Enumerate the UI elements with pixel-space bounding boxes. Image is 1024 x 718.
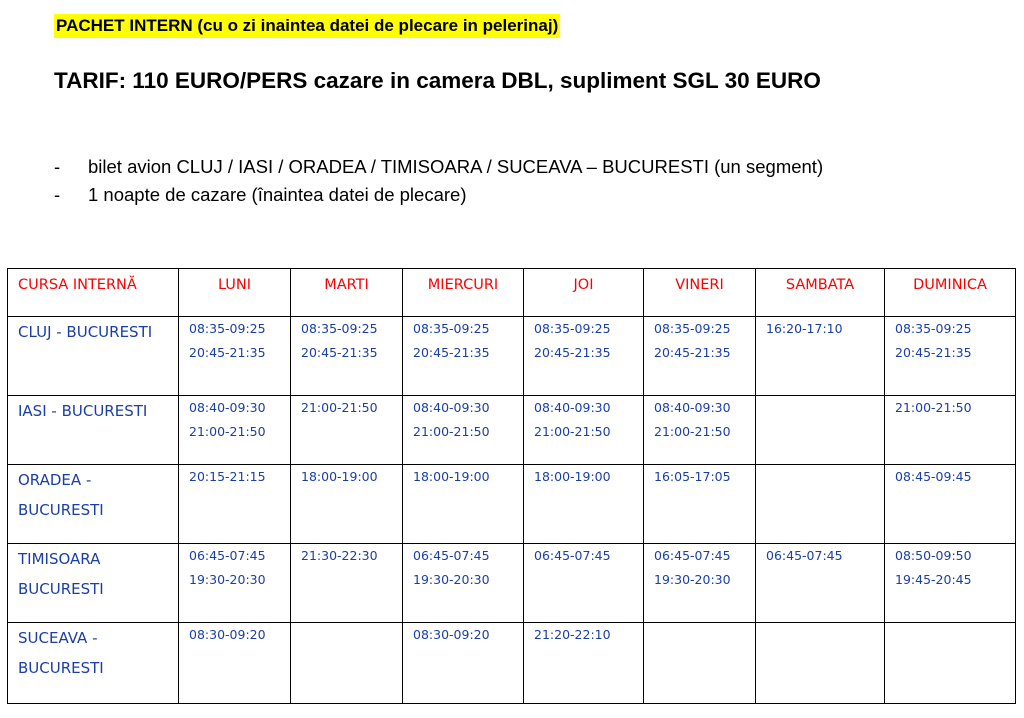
tariff-heading: TARIF: 110 EURO/PERS cazare in camera DBL, supliment SGL 30 EURO: [54, 68, 821, 93]
flight-time: 21:00-21:50: [654, 424, 731, 439]
schedule-cell: [403, 544, 524, 623]
flight-time: 08:30-09:20: [189, 627, 266, 642]
schedule-cell: [644, 317, 756, 396]
package-title: PACHET INTERN (cu o zi inaintea datei de plecare in pelerinaj): [54, 14, 560, 38]
schedule-cell: [403, 465, 524, 544]
schedule-cell: [756, 317, 885, 396]
schedule-cell: [644, 465, 756, 544]
schedule-cell: [179, 396, 291, 465]
flight-time: 18:00-19:00: [413, 469, 490, 484]
route-cell: CLUJ - BUCURESTI: [8, 317, 179, 396]
column-header-vineri: VINERI: [644, 269, 756, 317]
flight-time: 06:45-07:45: [654, 548, 731, 563]
route-cell: IASI - BUCURESTI: [8, 396, 179, 465]
flight-time: 20:45-21:35: [895, 345, 972, 360]
list-item: [54, 153, 954, 181]
schedule-cell: [524, 623, 644, 704]
schedule-cell: [756, 396, 885, 465]
flight-time: 08:35-09:25: [413, 321, 490, 336]
flight-time: 08:30-09:20: [413, 627, 490, 642]
flight-time: 08:40-09:30: [654, 400, 731, 415]
schedule-cell: [403, 396, 524, 465]
schedule-cell: [644, 623, 756, 704]
schedule-cell: [179, 317, 291, 396]
flight-time: 18:00-19:00: [301, 469, 378, 484]
column-header-route: CURSA INTERNĂ: [8, 269, 179, 317]
table-row: [8, 396, 1016, 465]
list-item: [54, 181, 954, 209]
flight-time: 21:20-22:10: [534, 627, 611, 642]
column-header-miercuri: MIERCURI: [403, 269, 524, 317]
schedule-cell: [644, 544, 756, 623]
table-row: [8, 544, 1016, 623]
schedule-cell: [885, 544, 1016, 623]
list-item-text: bilet avion CLUJ / IASI / ORADEA / TIMISOARA / SUCEAVA – BUCURESTI (un segment): [88, 156, 824, 177]
flight-time: 08:35-09:25: [301, 321, 378, 336]
schedule-cell: [644, 396, 756, 465]
schedule-cell: [291, 465, 403, 544]
flight-time: 08:35-09:25: [534, 321, 611, 336]
table-row: [8, 317, 1016, 396]
flight-time: 08:40-09:30: [413, 400, 490, 415]
flight-time: 08:50-09:50: [895, 548, 972, 563]
flight-time: 06:45-07:45: [189, 548, 266, 563]
flight-time: 19:45-20:45: [895, 572, 972, 587]
flight-time: 20:45-21:35: [534, 345, 611, 360]
route-cell: SUCEAVA - BUCURESTI: [8, 623, 179, 704]
flight-time: 20:45-21:35: [189, 345, 266, 360]
schedule-cell: [756, 465, 885, 544]
flight-time: 20:45-21:35: [654, 345, 731, 360]
flight-time: 20:15-21:15: [189, 469, 266, 484]
column-header-marti: MARTI: [291, 269, 403, 317]
flight-time: 06:45-07:45: [413, 548, 490, 563]
schedule-cell: [291, 623, 403, 704]
column-header-sambata: SAMBATA: [756, 269, 885, 317]
table-row: [8, 623, 1016, 704]
flight-time: 18:00-19:00: [534, 469, 611, 484]
schedule-cell: [403, 317, 524, 396]
flight-time: 21:00-21:50: [301, 400, 378, 415]
bullet-dash: -: [54, 184, 61, 205]
flight-time: 06:45-07:45: [534, 548, 611, 563]
schedule-cell: [885, 396, 1016, 465]
schedule-cell: [524, 465, 644, 544]
flight-time: 21:00-21:50: [534, 424, 611, 439]
schedule-cell: [756, 623, 885, 704]
flight-time: 21:30-22:30: [301, 548, 378, 563]
flight-time: 21:00-21:50: [895, 400, 972, 415]
flight-time: 20:45-21:35: [301, 345, 378, 360]
schedule-cell: [179, 623, 291, 704]
route-cell: TIMISOARA BUCURESTI: [8, 544, 179, 623]
flight-time: 20:45-21:35: [413, 345, 490, 360]
schedule-cell: [291, 544, 403, 623]
schedule-cell: [524, 544, 644, 623]
included-services-list: [54, 153, 954, 209]
column-header-duminica: DUMINICA: [885, 269, 1016, 317]
schedule-cell: [524, 396, 644, 465]
column-header-luni: LUNI: [179, 269, 291, 317]
flight-time: 16:05-17:05: [654, 469, 731, 484]
table-header-row: [8, 269, 1016, 317]
column-header-joi: JOI: [524, 269, 644, 317]
schedule-cell: [756, 544, 885, 623]
flight-time: 21:00-21:50: [189, 424, 266, 439]
schedule-cell: [291, 317, 403, 396]
list-item-text: 1 noapte de cazare (înaintea datei de plecare): [88, 184, 467, 205]
schedule-cell: [885, 465, 1016, 544]
flight-time: 19:30-20:30: [654, 572, 731, 587]
flight-schedule-table: [7, 268, 1016, 704]
flight-time: 21:00-21:50: [413, 424, 490, 439]
table-row: [8, 465, 1016, 544]
route-cell: ORADEA - BUCURESTI: [8, 465, 179, 544]
flight-time: 08:35-09:25: [895, 321, 972, 336]
flight-time: 08:35-09:25: [189, 321, 266, 336]
schedule-cell: [403, 623, 524, 704]
schedule-cell: [179, 465, 291, 544]
flight-time: 06:45-07:45: [766, 548, 843, 563]
schedule-cell: [885, 623, 1016, 704]
flight-time: 19:30-20:30: [413, 572, 490, 587]
schedule-cell: [885, 317, 1016, 396]
flight-time: 08:40-09:30: [534, 400, 611, 415]
schedule-cell: [291, 396, 403, 465]
flight-time: 19:30-20:30: [189, 572, 266, 587]
flight-time: 16:20-17:10: [766, 321, 843, 336]
flight-time: 08:45-09:45: [895, 469, 972, 484]
flight-time: 08:40-09:30: [189, 400, 266, 415]
bullet-dash: -: [54, 156, 61, 177]
schedule-cell: [179, 544, 291, 623]
schedule-cell: [524, 317, 644, 396]
flight-time: 08:35-09:25: [654, 321, 731, 336]
